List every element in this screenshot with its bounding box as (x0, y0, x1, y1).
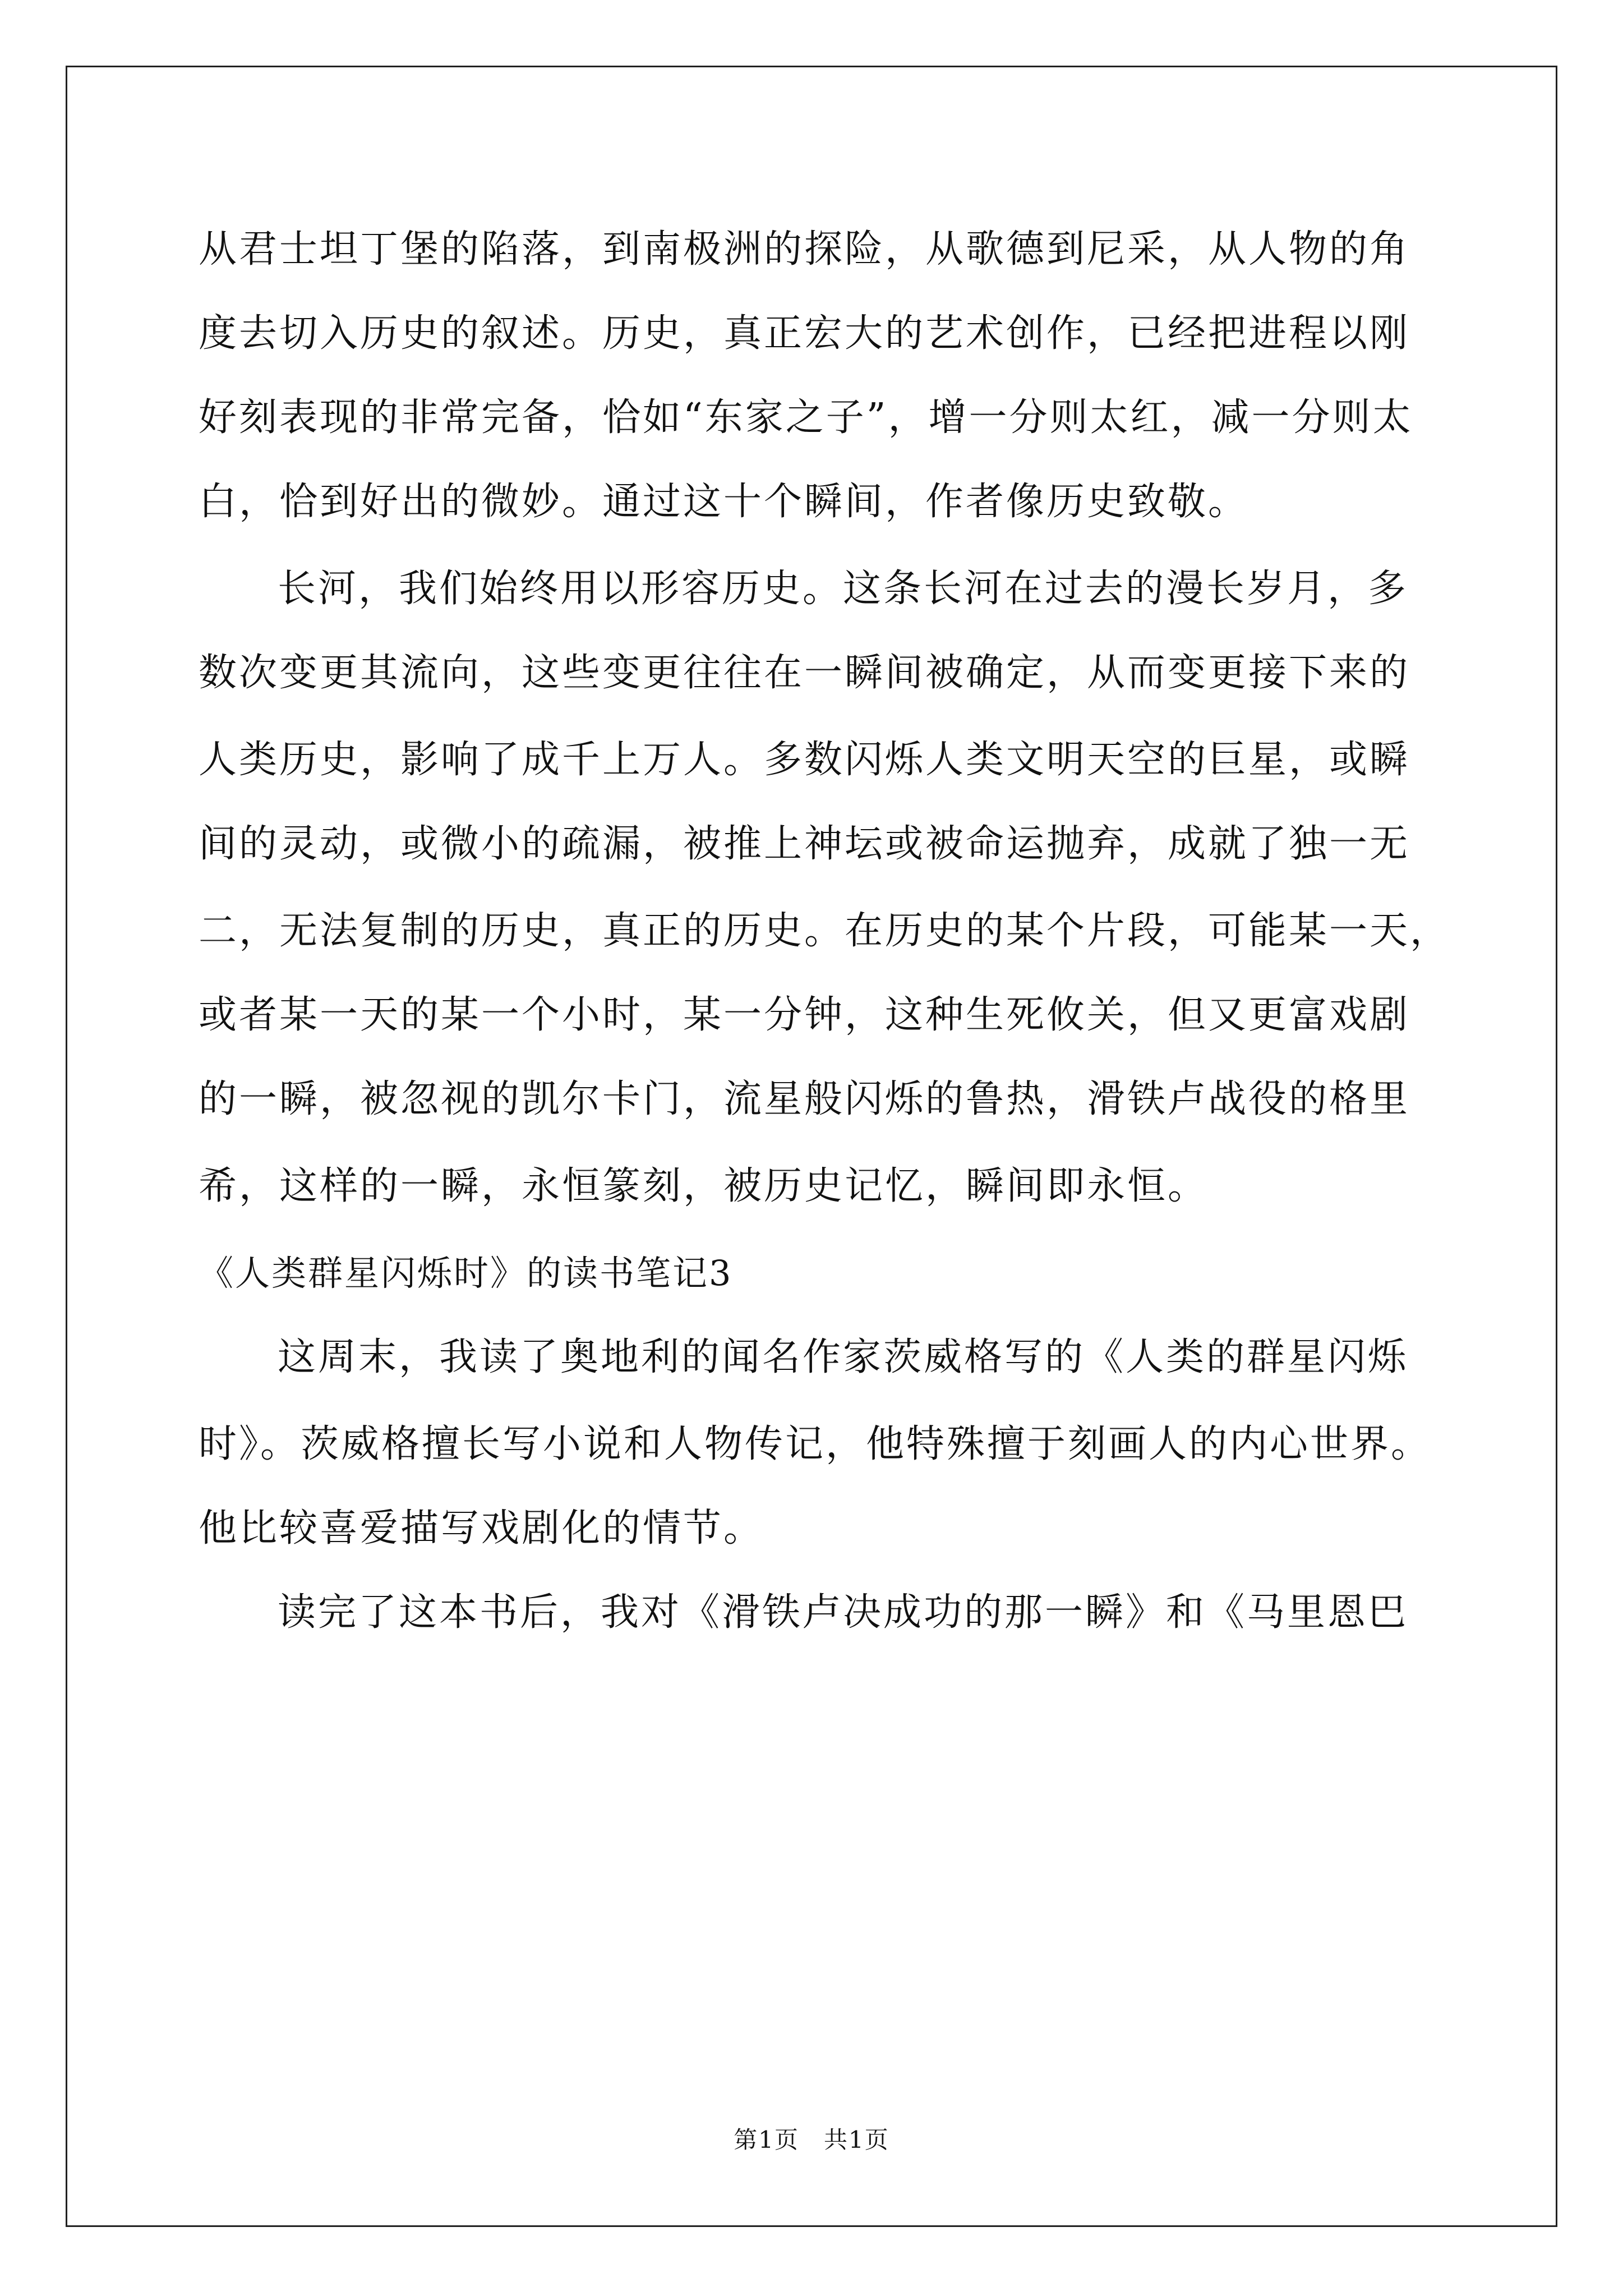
body-line: 度去切入历史的叙述。历史，真正宏大的艺术创作，已经把进程以刚 (199, 311, 1410, 356)
page-border (66, 66, 1557, 2227)
body-line: 希，这样的一瞬，永恒篆刻，被历史记忆，瞬间即永恒。 (199, 1164, 1209, 1208)
body-line: 这周末，我读了奥地利的闻名作家茨威格写的《人类的群星闪烁 (278, 1335, 1409, 1379)
body-line: 时》。茨威格擅长写小说和人物传记，他特殊擅于刻画人的内心世界。 (199, 1422, 1432, 1466)
body-line: 数次变更其流向，这些变更往往在一瞬间被确定，从而变更接下来的 (199, 651, 1410, 695)
body-line: 或者某一天的某一个小时，某一分钟，这种生死攸关，但又更富戏剧 (199, 993, 1410, 1037)
body-line: 间的灵动，或微小的疏漏，被推上神坛或被命运抛弃，成就了独一无 (199, 822, 1410, 866)
body-line: 白，恰到好出的微妙。通过这十个瞬间，作者像历史致敬。 (199, 480, 1249, 524)
page-number-footer: 第1页 共1页 (734, 2126, 889, 2154)
body-line: 人类历史，影响了成千上万人。多数闪烁人类文明天空的巨星，或瞬 (199, 738, 1410, 782)
body-line: 从君士坦丁堡的陷落，到南极洲的探险，从歌德到尼采，从人物的角 (199, 227, 1410, 272)
section-heading: 《人类群星闪烁时》的读书笔记3 (199, 1253, 733, 1294)
body-line: 好刻表现的非常完备，恰如“东家之子”，增一分则太红，减一分则太 (199, 395, 1413, 440)
body-line: 二，无法复制的历史，真正的历史。在历史的某个片段，可能某一天， (199, 909, 1451, 953)
body-line: 长河，我们始终用以形容历史。这条长河在过去的漫长岁月，多 (278, 567, 1409, 611)
body-line: 读完了这本书后，我对《滑铁卢决成功的那一瞬》和《马里恩巴 (278, 1590, 1409, 1635)
body-line: 他比较喜爱描写戏剧化的情节。 (199, 1506, 764, 1550)
body-line: 的一瞬，被忽视的凯尔卡门，流星般闪烁的鲁热，滑铁卢战役的格里 (199, 1077, 1410, 1121)
